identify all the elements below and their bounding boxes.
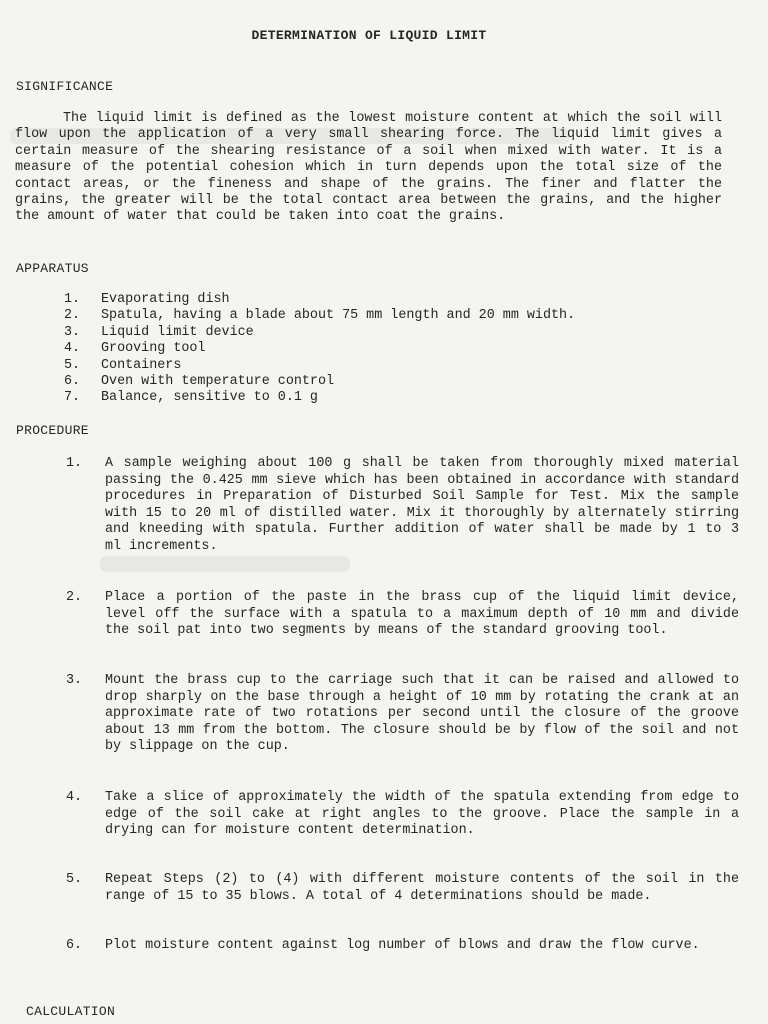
calculation-heading: CALCULATION <box>26 1004 116 1019</box>
list-item: 5. Containers <box>64 357 182 373</box>
significance-heading: SIGNIFICANCE <box>16 79 114 94</box>
procedure-step: 2. Place a portion of the paste in the brass cup of the liquid limit device, level off the surface with a spatula to a maximum depth of 10 mm and divide the soil pat into two segments by means of the standard grooving tool. <box>66 590 739 638</box>
scan-smudge <box>100 556 350 572</box>
procedure-step: 3. Mount the brass cup to the carriage such that it can be raised and allowed to drop sharply on the base through a height of 10 mm by rotating the crank at an approximate rate of two rotations per second until the closure of the groove about 13 mm from the bottom. The closure should be by flow of the soil and not by slippage on the cup. <box>66 673 739 754</box>
apparatus-heading: APPARATUS <box>16 261 89 276</box>
significance-paragraph <box>15 111 722 226</box>
procedure-step: 1. A sample weighing about 100 g shall be taken from thoroughly mixed material passing the 0.425 mm sieve which has been obtained in accordance with standard procedures in Preparation of Disturbed Soil Sample for Test. Mix the sample with 15 to 20 ml of distilled water. Mix it thoroughly by alternately stirring and kneeding with spatula. Further addition of water shall be made by 1 to 3 ml increments. <box>66 456 739 554</box>
list-item: 6. Oven with temperature control <box>64 374 335 390</box>
list-item: 4. Grooving tool <box>64 341 206 357</box>
significance-text: The liquid limit is defined as the lowest moisture content at which the soil will flow upon the application of a very small shearing force. The liquid limit gives a certain measure of the shearing resistance of a soil when mixed with water. It is a measure of the potential cohesion which in turn depends upon the total size of the contact areas, or the fineness and shape of the grains. The finer and flatter the grains, the greater will be the total contact area between the grains, and the higher the amount of water that could be taken into coat the grains. <box>15 111 722 225</box>
list-item: 7. Balance, sensitive to 0.1 g <box>64 390 318 406</box>
list-item: 3. Liquid limit device <box>64 324 254 340</box>
procedure-step: 4. Take a slice of approximately the width of the spatula extending from edge to edge of the soil cake at right angles to the groove. Place the sample in a drying can for moisture content determination. <box>66 790 739 838</box>
document-title: DETERMINATION OF LIQUID LIMIT <box>251 28 487 43</box>
list-item: 1. Evaporating dish <box>64 292 230 307</box>
procedure-heading: PROCEDURE <box>16 423 89 438</box>
apparatus-list <box>64 292 704 407</box>
list-item: 2. Spatula, having a blade about 75 mm length and 20 mm width. <box>64 308 576 324</box>
procedure-step: 6. Plot moisture content against log number of blows and draw the flow curve. <box>66 938 700 953</box>
procedure-step: 5. Repeat Steps (2) to (4) with different moisture contents of the soil in the range of 15 to 35 blows. A total of 4 determinations should be made. <box>66 872 739 904</box>
